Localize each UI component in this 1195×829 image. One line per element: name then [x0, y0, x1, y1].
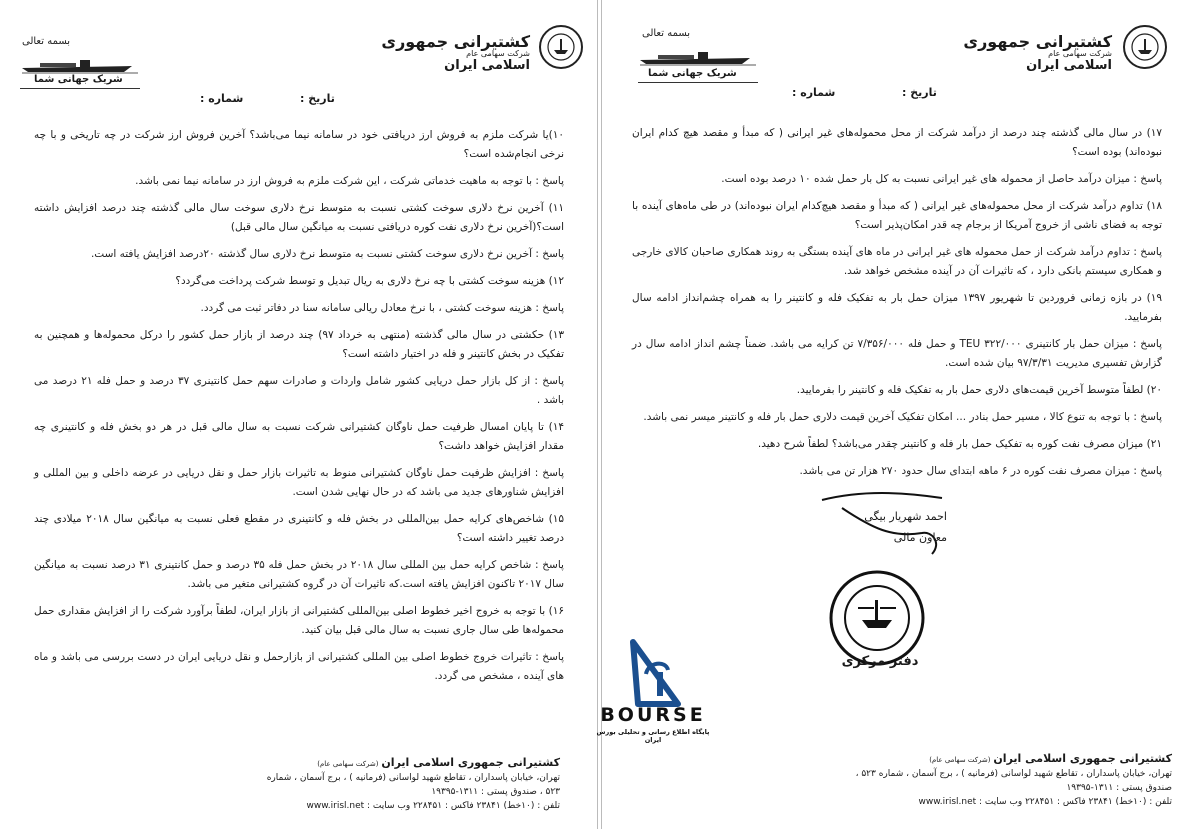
number-label: شماره :	[200, 92, 244, 105]
bourse24-mark	[588, 634, 718, 714]
answer-15: پاسخ : شاخص کرایه حمل بین المللی سال ۲۰۱۸ در بخش حمل فله ۳۵ درصد و حمل کانتینری ۳۱ درصد نسبت به میانگین سال ۲۰۱۷ تاکنون افزایش یافته است.که تاثیرات آن در گروه کشتیرانی متغیر می باشد.	[34, 559, 564, 590]
partner-slogan: شریک جهانی شما	[648, 68, 737, 79]
answer-14: پاسخ : افزایش ظرفیت حمل ناوگان کشتیرانی منوط به تاثیرات بازار حمل و نقل دریایی در عرضه داخلی و بین المللی و افزایش شناورهای جدید می باشد که در حال نهایی شدن است.	[34, 467, 564, 498]
basmala: بسمه تعالی	[642, 28, 691, 39]
question-13: ۱۳) حکشتی در سال مالی گذشته (منتهی به خرداد ۹۷) چند درصد از بازار حمل کشور را درکل محموله‌ها و همچنین به تفکیک در بخش کانتینر و فله در اختیار داشته است؟	[34, 329, 564, 360]
signer-title: معاون مالی	[893, 531, 947, 544]
question-10: ۱۰)یا شرکت ملزم به فروش ارز دریافتی خود در سامانه نیما می‌باشد؟ آخرین فروش ارز شرکت در چه تاریخی و با چه نرخی انجام‌شده است؟	[34, 129, 564, 160]
question-17: ۱۷) در سال مالی گذشته چند درصد از درآمد شرکت از محل محموله‌های غیر ایرانی ( که مبدأ و مقصد هیچ کدام ایران نبوده‌اند) بوده است؟	[632, 127, 1162, 158]
question-20: ۲۰) لطفاً متوسط آخرین قیمت‌های دلاری حمل بار به تفکیک فله و کانتینر را بفرمایید.	[796, 384, 1162, 396]
official-seal	[822, 568, 932, 678]
date-label: تاریخ :	[300, 92, 335, 105]
footer-right: کشتیرانی جمهوری اسلامی ایران (شرکت سهامی عام) تهران، خیابان پاسداران ، تقاطع شهید لواسانی (فرمانیه ) ، برج آسمان ، شماره ۵۲۳ ، صندوق پستی : ۱۳۱۱-۱۹۳۹۵ تلفن : (۱۰خط) ۲۳۸۴۱ فاکس : ۲۲۸۴۵۱ وب سایت : www.irisl.net	[855, 752, 1172, 807]
basmala: بسمه تعالی	[22, 36, 71, 47]
answer-12: پاسخ : هزینه سوخت کشتی ، با نرخ معادل ریالی سامانه سنا در دفاتر ثبت می گردد.	[200, 302, 564, 314]
question-16: ۱۶) با توجه به خروج اخیر خطوط اصلی بین‌المللی کشتیرانی از بازار ایران، لطفاً برآورد شرکت را از افزایش مقداری حمل محموله‌ها طی سال جاری نسبت به سال مالی قبل بیان کنید.	[34, 605, 564, 636]
bourse24-tagline: پایگاه اطلاع رسانی و تحلیلی بورس ایران	[596, 728, 710, 744]
company-name: کشتیرانی جمهوری شرکت سهامی عام اسلامی ایران	[381, 32, 530, 73]
answer-11: پاسخ : آخرین نرخ دلاری سوخت کشتی نسبت به متوسط نرخ دلاری سال گذشته ۲۰درصد افزایش یافته است.	[90, 248, 564, 260]
question-19: ۱۹) در بازه زمانی فروردین تا شهریور ۱۳۹۷ میزان حمل بار به تفکیک فله و کانتینر را به همراه چشم‌انداز ادامه سال بفرمایید.	[632, 292, 1162, 323]
seal-label: دفتر مرکزی	[841, 654, 919, 669]
footer-left: کشتیرانی جمهوری اسلامی ایران (شرکت سهامی عام) تهران، خیابان پاسداران ، تقاطع شهید لواسانی (فرمانیه ) ، برج آسمان ، شماره ۵۲۳ ، صندوق پستی : ۱۳۱۱-۱۹۳۹۵ تلفن : (۱۰خط) ۲۳۸۴۱ فاکس : ۲۲۸۴۵۱ وب سایت : www.irisl.net	[266, 756, 560, 811]
number-label: شماره :	[792, 86, 836, 99]
right-body	[632, 124, 1162, 489]
divider	[20, 88, 140, 89]
question-12: ۱۲) هزینه سوخت کشتی با چه نرخ دلاری به ریال تبدیل و توسط شرکت پرداخت می‌گردد؟	[175, 275, 564, 287]
question-14: ۱۴) تا پایان امسال ظرفیت حمل ناوگان کشتیرانی شرکت نسبت به سال مالی قبل در هر دو بخش فله و کانتینری چه مقدار افزایش خواهد داشت؟	[34, 421, 564, 452]
answer-21: پاسخ : میزان مصرف نفت کوره در ۶ ماهه ابتدای سال حدود ۲۷۰ هزار تن می باشد.	[799, 465, 1162, 477]
answer-20: پاسخ : با توجه به تنوع کالا ، مسیر حمل بنادر ... امکان تفکیک آخرین قیمت دلاری حمل بار فله و کانتینر میسر نمی باشد.	[643, 411, 1162, 423]
answer-13: پاسخ : از کل بازار حمل دریایی کشور شامل واردات و صادرات سهم حمل کانتینری ۳۷ درصد و حمل فله ۲۱ درصد می باشد .	[34, 375, 564, 406]
answer-18: پاسخ : تداوم درآمد شرکت از حمل محموله های غیر ایرانی در ماه های آینده بستگی به روند همکاری صاحبان کالای خارجی و همکاری سیستم بانکی دارد ، که تاثیرات آن در آینده مشخص خواهد شد.	[632, 246, 1162, 277]
signer-block	[837, 510, 947, 544]
answer-19: پاسخ : میزان حمل بار کانتینری TEU ۳۲۲/۰۰۰ و حمل فله ۷/۳۵۶/۰۰۰ تن کرایه می باشد. ضمناً چشم انداز ادامه سال در گزارش تفسیری مدیریت ۹۷/۳/۳۱ بیان شده است.	[632, 338, 1162, 369]
divider	[638, 82, 758, 83]
date-label: تاریخ :	[902, 86, 937, 99]
bourse24-logo	[588, 634, 718, 744]
question-11: ۱۱) آخرین نرخ دلاری سوخت کشتی نسبت به متوسط نرخ دلاری سوخت سال مالی گذشته چند درصد افزایش داشته است؟(آخرین نرخ دلاری نفت کوره دریافتی نسبت به میانگین سال مالی قبل)	[34, 202, 564, 233]
partner-slogan: شریک جهانی شما	[34, 74, 123, 85]
signer-name: احمد شهریار بیگی	[864, 510, 947, 523]
bourse24-word: BOURSE	[600, 704, 706, 726]
question-15: ۱۵) شاخص‌های کرایه حمل بین‌المللی در بخش فله و کانتینری در مقطع فعلی نسبت به میانگین سال ۲۰۱۸ میلادی چند درصد تغییر داشته است؟	[34, 513, 564, 544]
question-18: ۱۸) تداوم درآمد شرکت از محل محموله‌های غیر ایرانی ( که مبدأ و مقصد هیچ‌کدام ایران نبوده‌اند) در طی ماه‌های آینده با توجه به فضای ناشی از خروج آمریکا از برجام چه قدر امکان‌پذیر است؟	[632, 200, 1162, 231]
question-21: ۲۱) میزان مصرف نفت کوره به تفکیک حمل بار فله و کانتینر چقدر می‌باشد؟ لطفاً شرح دهید.	[757, 438, 1162, 450]
answer-17: پاسخ : میزان درآمد حاصل از محموله های غیر ایرانی نسبت به کل بار حمل شده ۱۰ درصد بوده است.	[721, 173, 1162, 185]
company-name: کشتیرانی جمهوری شرکت سهامی عام اسلامی ایران	[963, 32, 1112, 73]
answer-16: پاسخ : تاثیرات خروج خطوط اصلی بین المللی کشتیرانی از بازارحمل و نقل دریایی ایران در دست بررسی می باشد و ماه های آینده ، مشخص می گردد.	[34, 651, 564, 682]
answer-10: پاسخ : با توجه به ماهیت خدماتی شرکت ، این شرکت ملزم به فروش ارز در سامانه نیما نمی باشد.	[135, 175, 564, 187]
left-body	[34, 126, 564, 694]
